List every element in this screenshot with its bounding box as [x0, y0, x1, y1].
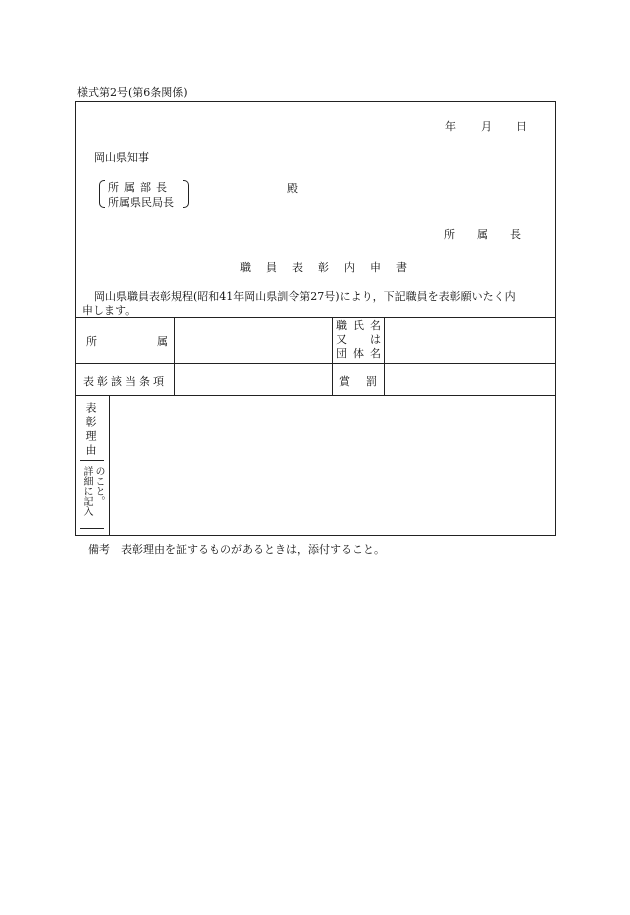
date-day: 日 — [516, 120, 527, 133]
doc-title-char: 彰 — [318, 261, 329, 274]
reward-label-char: 賞 — [339, 375, 350, 388]
reason-note-col2: のこと。 — [93, 466, 104, 506]
honorific: 殿 — [287, 182, 298, 195]
body-text-line2: 申します。 — [82, 304, 137, 317]
table-line — [332, 317, 333, 395]
affiliation-head: 所 属 長 — [444, 228, 521, 241]
date-year: 年 — [445, 120, 456, 133]
doc-title-char: 表 — [292, 261, 303, 274]
name-label — [336, 319, 387, 361]
affiliation-label-char: 所 — [86, 335, 97, 348]
name-label-line: 職氏名 — [336, 319, 387, 332]
affiliation-label-char: 属 — [157, 335, 168, 348]
reason-bracket-bottom — [80, 528, 104, 529]
name-label-line: 又 は — [336, 333, 387, 346]
bracket-right — [183, 180, 189, 208]
reward-label-char: 罰 — [366, 375, 377, 388]
department-line2: 所属県民局長 — [108, 196, 174, 209]
table-line — [75, 363, 556, 364]
table-line — [75, 395, 556, 396]
reason-note-col1: 詳細に記入 — [81, 466, 92, 516]
clause-label: 表彰該当条項 — [83, 375, 167, 388]
bracket-left — [99, 180, 105, 208]
form-number: 様式第2号(第6条関係) — [77, 86, 188, 99]
table-line — [75, 317, 556, 318]
doc-title-char: 申 — [370, 261, 381, 274]
date-month: 月 — [481, 120, 492, 133]
doc-title-char: 書 — [396, 261, 407, 274]
doc-title-char: 内 — [344, 261, 355, 274]
reason-label: 表彰理由 — [84, 402, 97, 458]
department-line1: 所属部長 — [108, 181, 172, 194]
form-frame — [75, 101, 556, 536]
doc-title-char: 員 — [266, 261, 277, 274]
remarks: 備考 表彰理由を証するものがあるときは，添付すること。 — [88, 543, 385, 556]
table-line — [174, 317, 175, 395]
name-label-line: 団体名 — [336, 347, 387, 360]
doc-title-char: 職 — [240, 261, 251, 274]
table-line — [109, 395, 110, 536]
addressee: 岡山県知事 — [94, 151, 149, 164]
body-text-line1: 岡山県職員表彰規程(昭和41年岡山県訓令第27号)により，下記職員を表彰願いたく内 — [94, 290, 516, 303]
reason-bracket-top — [80, 460, 104, 461]
